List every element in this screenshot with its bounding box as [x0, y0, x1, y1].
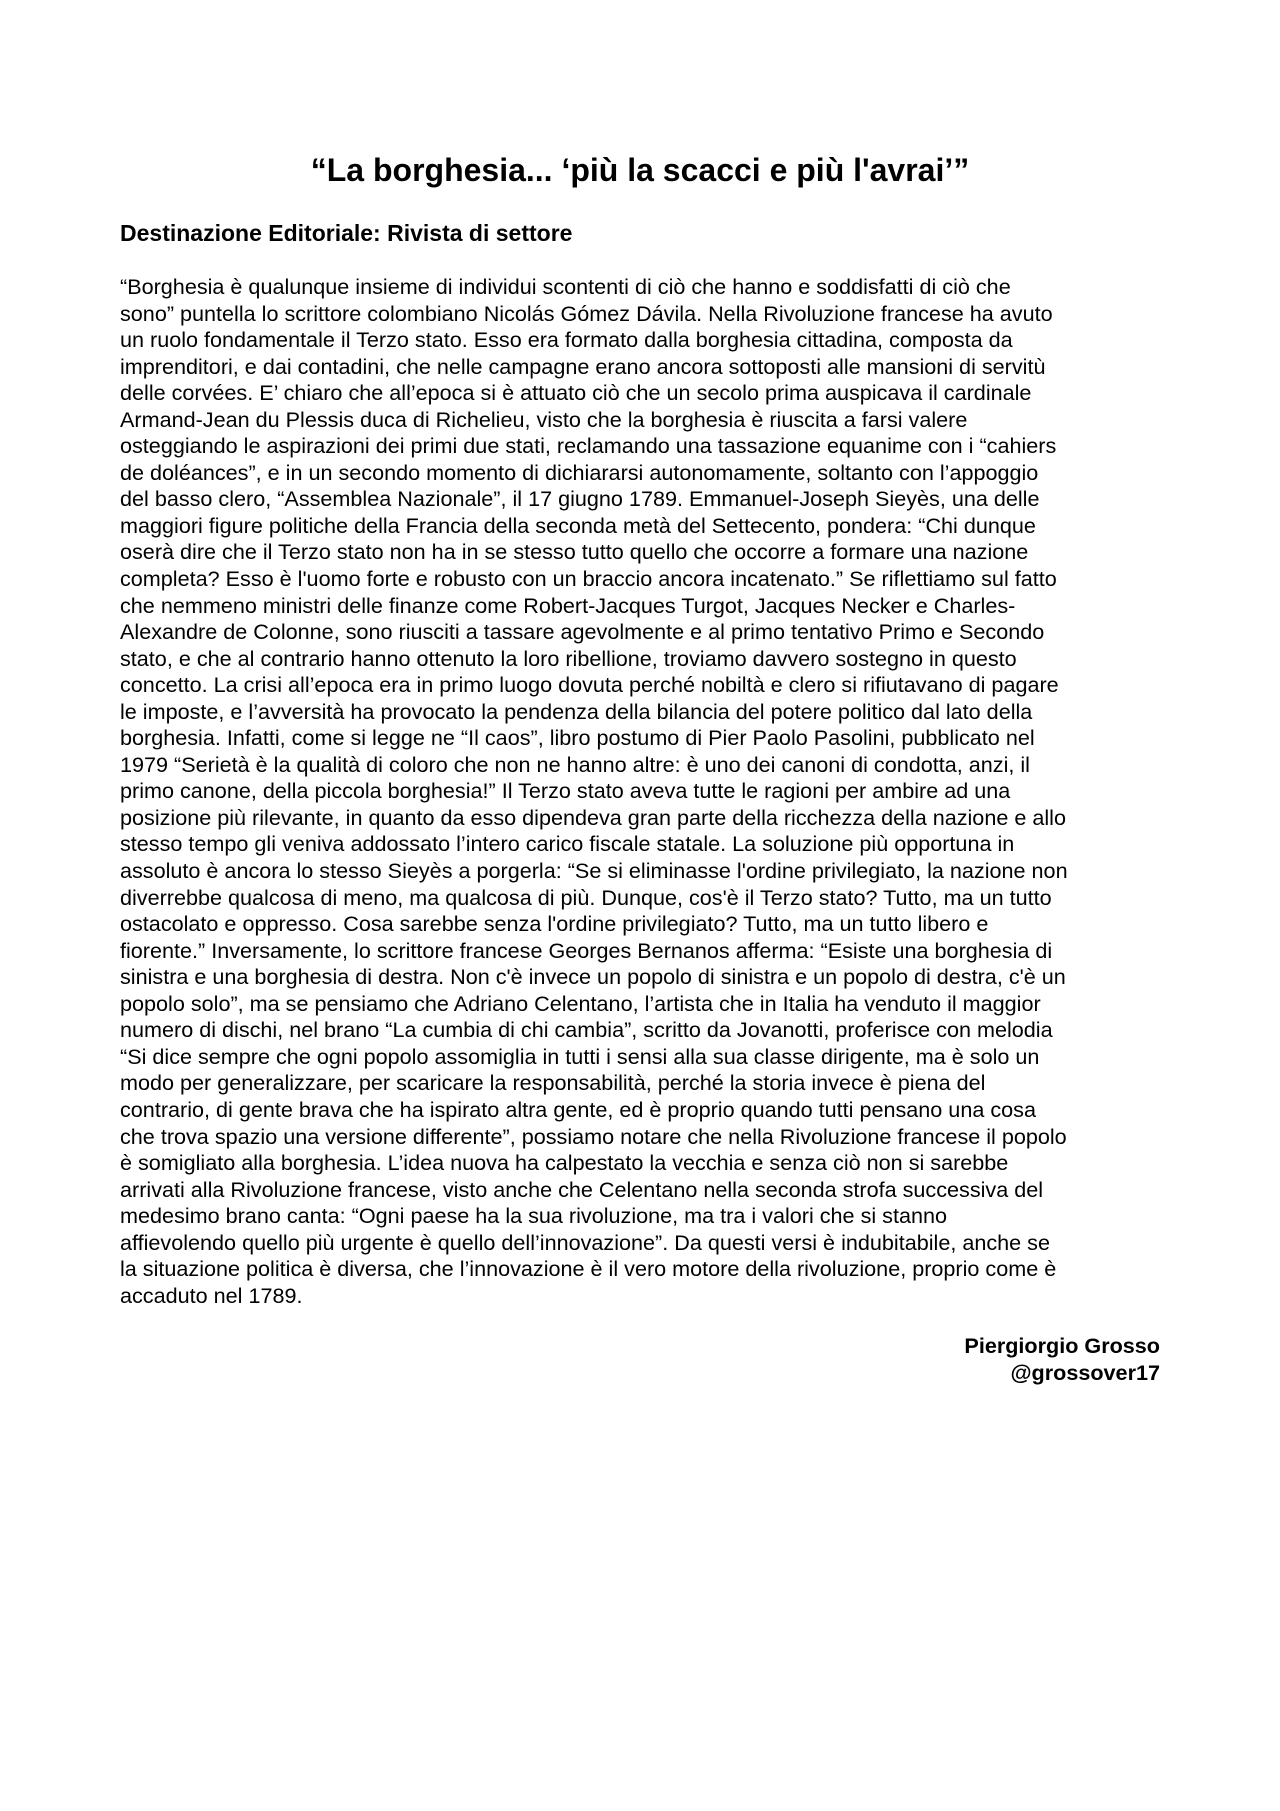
body-line: imprenditori, e dai contadini, che nelle campagne erano ancora sottoposti alle mansioni di servitù [120, 353, 1046, 379]
body-line: medesimo brano canta: “Ogni paese ha la sua rivoluzione, ma tra i valori che si stanno [120, 1203, 947, 1229]
body-line: Alexandre de Colonne, sono riusciti a tassare agevolmente e al primo tentativo Primo e Secondo [120, 619, 1045, 645]
body-line: accaduto nel 1789. [120, 1282, 303, 1308]
body-line: modo per generalizzare, per scaricare la responsabilità, perché la storia invece è piena del [120, 1070, 986, 1096]
body-line: posizione più rilevante, in quanto da esso dipendeva gran parte della ricchezza della nazione e allo [120, 804, 1066, 830]
author-signature [700, 1332, 1160, 1386]
body-line: “Borghesia è qualunque insieme di individui scontenti di ciò che hanno e soddisfatti di ciò che [120, 274, 1011, 299]
body-line: oserà dire che il Terzo stato non ha in se stesso tutto quello che occorre a formare una nazione [120, 539, 1029, 565]
body-line: de doléances”, e in un secondo momento di dichiararsi autonomamente, soltanto con l’appoggio [120, 459, 1039, 485]
body-line: ostacolato e oppresso. Cosa sarebbe senza l'ordine privilegiato? Tutto, ma un tutto libero e [120, 911, 989, 937]
body-line: che nemmeno ministri delle finanze come Robert-Jacques Turgot, Jacques Necker e Charles- [120, 592, 1016, 618]
body-line: Armand-Jean du Plessis duca di Richelieu, visto che la borghesia è riuscita a farsi valere [120, 406, 968, 432]
article-title: “La borghesia... ‘più la scacci e più l'avrai’” [310, 152, 970, 188]
body-line: borghesia. Infatti, come si legge ne “Il caos”, libro postumo di Pier Paolo Pasolini, pubblicato nel [120, 725, 1035, 751]
body-line: numero di dischi, nel brano “La cumbia di chi cambia”, scritto da Jovanotti, proferisce con melodia [120, 1017, 1053, 1043]
editorial-destination: Destinazione Editoriale: Rivista di settore [120, 220, 573, 246]
body-line: un ruolo fondamentale il Terzo stato. Esso era formato dalla borghesia cittadina, composta da [120, 327, 1013, 353]
body-line: fiorente.” Inversamente, lo scrittore francese Georges Bernanos afferma: “Esiste una borghesia di [120, 937, 1053, 963]
body-line: sinistra e una borghesia di destra. Non c'è invece un popolo di sinistra e un popolo di destra, c'è un [120, 964, 1066, 990]
body-line: completa? Esso è l'uomo forte e robusto con un braccio ancora incatenato.” Se riflettiamo sul fatto [120, 566, 1057, 592]
body-line: delle corvées. E’ chiaro che all’epoca si è attuato ciò che un secolo prima auspicava il cardinale [120, 380, 1032, 406]
body-line: affievolendo quello più urgente è quello dell’innovazione”. Da questi versi è indubitabile, anche se [120, 1229, 1050, 1255]
body-line: popolo solo”, ma se pensiamo che Adriano Celentano, l’artista che in Italia ha venduto il maggior [120, 990, 1041, 1016]
body-line: sono” puntella lo scrittore colombiano Nicolás Gómez Dávila. Nella Rivoluzione francese ha avuto [120, 300, 1053, 326]
body-line: che trova spazio una versione differente”, possiamo notare che nella Rivoluzione francese il popolo [120, 1123, 1067, 1149]
body-line: maggiori figure politiche della Francia della seconda metà del Settecento, pondera: “Chi dunque [120, 512, 1036, 538]
body-line: la situazione politica è diversa, che l’innovazione è il vero motore della rivoluzione, proprio come è [120, 1256, 1057, 1282]
body-line: le imposte, e l’avversità ha provocato la pendenza della bilancia del potere politico dal lato della [120, 698, 1033, 724]
body-line: è somigliato alla borghesia. L’idea nuova ha calpestato la vecchia e senza ciò non si sarebbe [120, 1150, 1009, 1176]
body-line: assoluto è ancora lo stesso Sieyès a porgerla: “Se si eliminasse l'ordine privilegiato, la nazione non [120, 858, 1068, 884]
article-body [120, 274, 1160, 1309]
author-handle: @grossover17 [1010, 1360, 1160, 1385]
body-line: arrivati alla Rivoluzione francese, visto anche che Celentano nella seconda strofa successiva del [120, 1176, 1044, 1202]
body-line: concetto. La crisi all’epoca era in primo luogo dovuta perché nobiltà e clero si rifiutavano di pagare [120, 672, 1059, 698]
author-name: Piergiorgio Grosso [964, 1333, 1160, 1358]
body-line: stesso tempo gli veniva addossato l’intero carico fiscale statale. La soluzione più opportuna in [120, 831, 1015, 857]
body-line: osteggiando le aspirazioni dei primi due stati, reclamando una tassazione equanime con i “cahiers [120, 433, 1057, 459]
body-line: contrario, di gente brava che ha ispirato altra gente, ed è proprio quando tutti pensano una cosa [120, 1096, 1036, 1122]
body-line: diverrebbe qualcosa di meno, ma qualcosa di più. Dunque, cos'è il Terzo stato? Tutto, ma un tutto [120, 884, 1052, 910]
body-line: stato, e che al contrario hanno ottenuto la loro ribellione, troviamo davvero sostegno in questo [120, 645, 1017, 671]
body-line: 1979 “Serietà è la qualità di coloro che non ne hanno altre: è uno dei canoni di condotta, anzi, il [120, 751, 1030, 777]
body-line: “Si dice sempre che ogni popolo assomiglia in tutti i sensi alla sua classe dirigente, ma è solo un [120, 1043, 1040, 1069]
body-line: del basso clero, “Assemblea Nazionale”, il 17 giugno 1789. Emmanuel-Joseph Sieyès, una delle [120, 486, 1040, 512]
body-line: primo canone, della piccola borghesia!” Il Terzo stato aveva tutte le ragioni per ambire ad una [120, 778, 1011, 804]
